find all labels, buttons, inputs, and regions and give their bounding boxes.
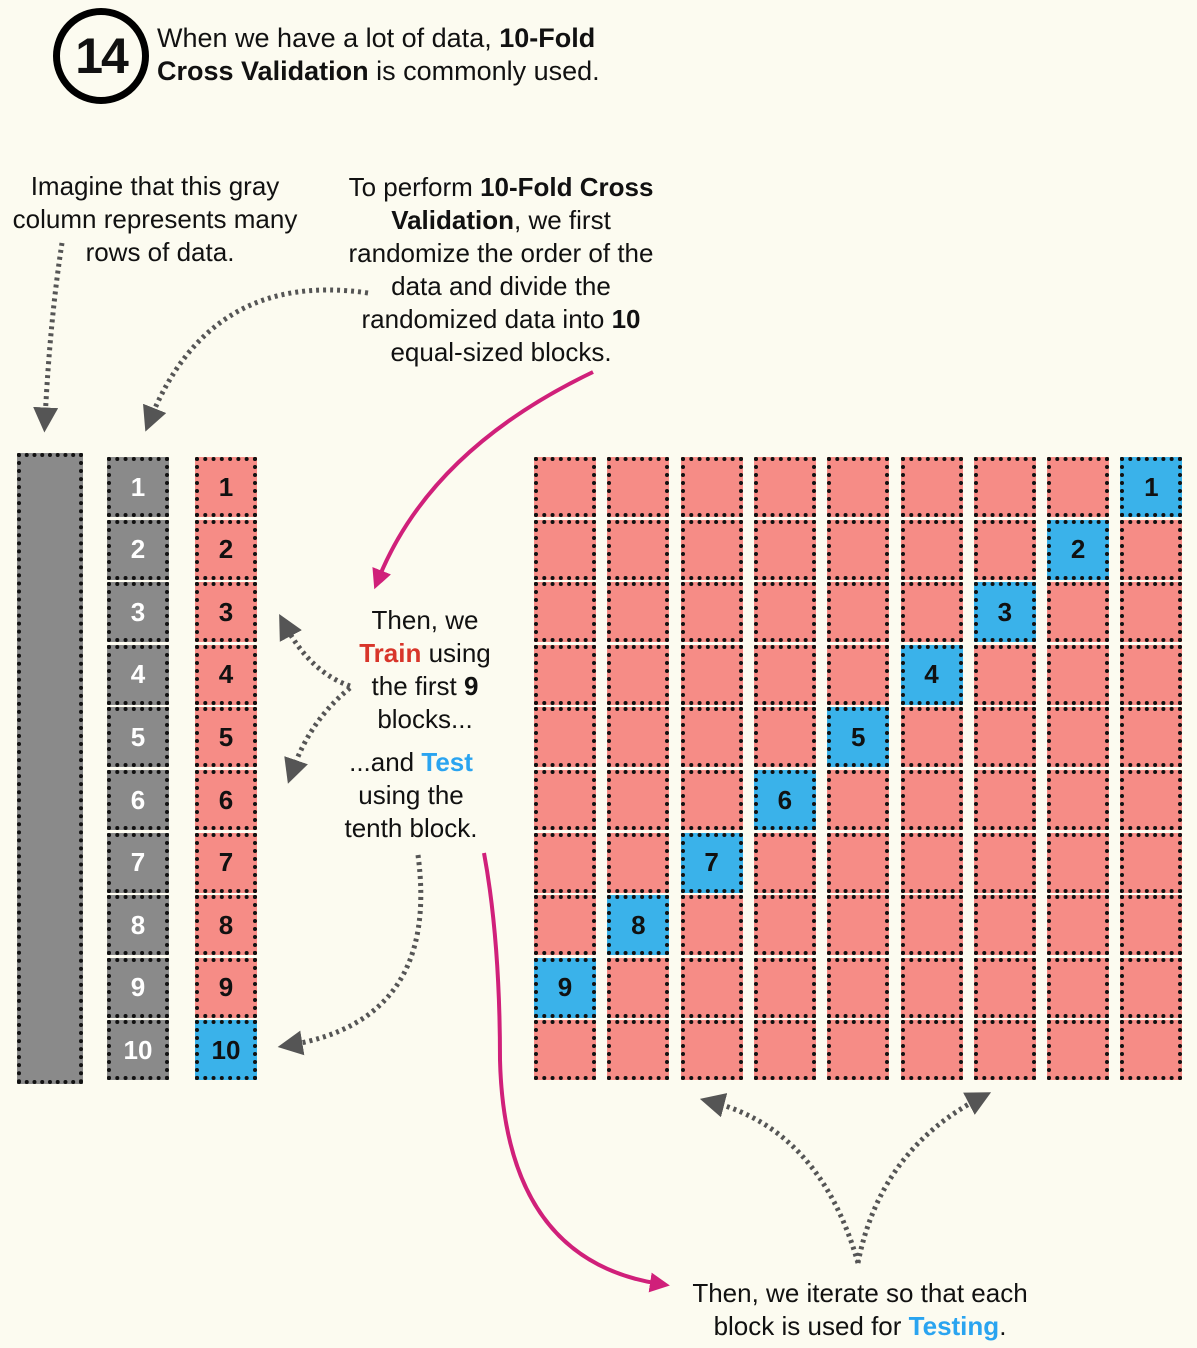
bottom-note-l2-c: . (999, 1311, 1007, 1341)
grid-train-block (534, 895, 596, 955)
arrow-test (290, 855, 421, 1045)
header-line2-b: is commonly used. (368, 56, 600, 86)
gray-block: 2 (107, 520, 169, 580)
grid-train-block (1120, 707, 1182, 767)
grid-train-block (974, 707, 1036, 767)
raw-data-column (17, 453, 83, 1084)
test-note-l1-a: ...and (349, 747, 422, 777)
train-note (330, 604, 520, 736)
gray-block: 7 (107, 833, 169, 893)
grid-test-block: 9 (534, 958, 596, 1018)
grid-train-block (607, 958, 669, 1018)
grid-train-block (901, 770, 963, 830)
step-number-badge (53, 8, 149, 104)
grid-train-block (1047, 707, 1109, 767)
grid-train-block (974, 1020, 1036, 1080)
train-block: 8 (195, 895, 257, 955)
grid-train-block (754, 1020, 816, 1080)
bottom-note-l1: Then, we iterate so that each (692, 1278, 1028, 1308)
grid-train-block (974, 645, 1036, 705)
arrow-iterate-right (858, 1098, 980, 1263)
train-word: Train (359, 638, 422, 668)
test-word: Test (421, 747, 473, 777)
grid-train-block (827, 895, 889, 955)
grid-train-block (827, 833, 889, 893)
train-block: 7 (195, 833, 257, 893)
grid-train-block (534, 707, 596, 767)
left-note-line2: column represents many (12, 204, 298, 234)
grid-train-block (1047, 833, 1109, 893)
grid-train-block (607, 582, 669, 642)
grid-train-block (754, 520, 816, 580)
grid-train-block (681, 582, 743, 642)
middle-note-l2-b: , we first (514, 205, 611, 235)
train-block: 5 (195, 707, 257, 767)
grid-train-block (974, 457, 1036, 517)
train-note-l3-b: 9 (464, 671, 479, 701)
middle-note-l5-b: 10 (611, 304, 641, 334)
grid-train-block (901, 895, 963, 955)
middle-note (325, 171, 677, 369)
grid-train-block (754, 958, 816, 1018)
grid-train-block (1120, 645, 1182, 705)
grid-train-block (974, 833, 1036, 893)
grid-train-block (827, 582, 889, 642)
grid-train-block (901, 833, 963, 893)
grid-train-block (534, 520, 596, 580)
grid-train-block (901, 958, 963, 1018)
grid-train-block (1047, 457, 1109, 517)
gray-block: 1 (107, 457, 169, 517)
step-number: 14 (75, 28, 127, 84)
grid-train-block (901, 457, 963, 517)
test-block: 10 (195, 1020, 257, 1080)
grid-train-block (974, 895, 1036, 955)
grid-train-block (607, 520, 669, 580)
train-block: 2 (195, 520, 257, 580)
grid-train-block (607, 645, 669, 705)
grid-test-block: 8 (607, 895, 669, 955)
grid-train-block (1120, 582, 1182, 642)
grid-test-block: 4 (901, 645, 963, 705)
grid-train-block (607, 457, 669, 517)
grid-train-block (1120, 958, 1182, 1018)
middle-note-l3: randomize the order of the (348, 238, 654, 268)
grid-test-block: 2 (1047, 520, 1109, 580)
grid-train-block (534, 833, 596, 893)
left-note-line3: rows of data. (85, 237, 235, 267)
train-note-l3-a: the first (371, 671, 464, 701)
gray-block: 8 (107, 895, 169, 955)
train-note-l1: Then, we (371, 605, 479, 635)
grid-train-block (974, 770, 1036, 830)
grid-train-block (901, 1020, 963, 1080)
grid-train-block (681, 520, 743, 580)
grid-train-block (534, 1020, 596, 1080)
grid-train-block (754, 645, 816, 705)
grid-train-block (1120, 770, 1182, 830)
grid-train-block (974, 958, 1036, 1018)
grid-train-block (681, 770, 743, 830)
grid-train-block (901, 520, 963, 580)
left-note-line1: Imagine that this gray (30, 171, 280, 201)
grid-train-block (901, 582, 963, 642)
grid-train-block (681, 707, 743, 767)
grid-train-block (827, 770, 889, 830)
test-note (316, 746, 506, 845)
bottom-note-l2-a: block is used for (713, 1311, 909, 1341)
grid-test-block: 3 (974, 582, 1036, 642)
grid-train-block (754, 707, 816, 767)
middle-note-l1-a: To perform (348, 172, 481, 202)
grid-train-block (1120, 895, 1182, 955)
grid-train-block (681, 895, 743, 955)
grid-test-block: 7 (681, 833, 743, 893)
header-line1-b: 10-Fold (499, 23, 596, 53)
left-note (0, 170, 310, 269)
train-note-l2-b: using (421, 638, 491, 668)
gray-block: 10 (107, 1020, 169, 1080)
grid-train-block (1047, 645, 1109, 705)
grid-train-block (534, 645, 596, 705)
grid-train-block (1120, 1020, 1182, 1080)
grid-train-block (534, 582, 596, 642)
grid-train-block (827, 645, 889, 705)
grid-train-block (607, 707, 669, 767)
grid-train-block (607, 833, 669, 893)
grid-train-block (1120, 833, 1182, 893)
grid-train-block (681, 1020, 743, 1080)
grid-test-block: 6 (754, 770, 816, 830)
train-note-l4: blocks... (377, 704, 473, 734)
grid-test-block: 1 (1120, 457, 1182, 517)
grid-test-block: 5 (827, 707, 889, 767)
grid-train-block (827, 958, 889, 1018)
test-note-l2: using the (358, 780, 464, 810)
header-line2-a: Cross Validation (157, 56, 369, 86)
middle-note-l4: data and divide the (391, 271, 611, 301)
grid-train-block (1047, 1020, 1109, 1080)
gray-block: 5 (107, 707, 169, 767)
middle-note-l5-a: randomized data into (361, 304, 612, 334)
grid-train-block (534, 770, 596, 830)
grid-train-block (754, 895, 816, 955)
train-block: 1 (195, 457, 257, 517)
middle-note-l1-b: 10-Fold Cross (480, 172, 654, 202)
header-line1-a: When we have a lot of data, (157, 23, 500, 53)
grid-train-block (1047, 582, 1109, 642)
bottom-note (660, 1277, 1060, 1343)
train-block: 9 (195, 958, 257, 1018)
grid-train-block (1120, 520, 1182, 580)
grid-train-block (681, 958, 743, 1018)
gray-block: 6 (107, 770, 169, 830)
grid-train-block (974, 520, 1036, 580)
grid-train-block (681, 457, 743, 517)
grid-train-block (901, 707, 963, 767)
gray-block: 4 (107, 645, 169, 705)
arrow-iterate-left (712, 1102, 858, 1263)
arrow-to-raw-column (45, 243, 62, 420)
grid-train-block (754, 833, 816, 893)
middle-note-l2-a: Validation (391, 205, 514, 235)
middle-note-l6: equal-sized blocks. (390, 337, 612, 367)
gray-block: 3 (107, 582, 169, 642)
gray-block: 9 (107, 958, 169, 1018)
grid-train-block (1047, 958, 1109, 1018)
train-block: 6 (195, 770, 257, 830)
grid-train-block (607, 1020, 669, 1080)
grid-train-block (827, 1020, 889, 1080)
train-block: 4 (195, 645, 257, 705)
grid-train-block (1047, 770, 1109, 830)
header-text (157, 22, 600, 88)
grid-train-block (754, 457, 816, 517)
testing-word: Testing (908, 1311, 1000, 1341)
grid-train-block (827, 520, 889, 580)
grid-train-block (754, 582, 816, 642)
grid-train-block (827, 457, 889, 517)
train-block: 3 (195, 582, 257, 642)
grid-train-block (534, 457, 596, 517)
grid-train-block (607, 770, 669, 830)
test-note-l3: tenth block. (344, 813, 478, 843)
grid-train-block (1047, 895, 1109, 955)
grid-train-block (681, 645, 743, 705)
